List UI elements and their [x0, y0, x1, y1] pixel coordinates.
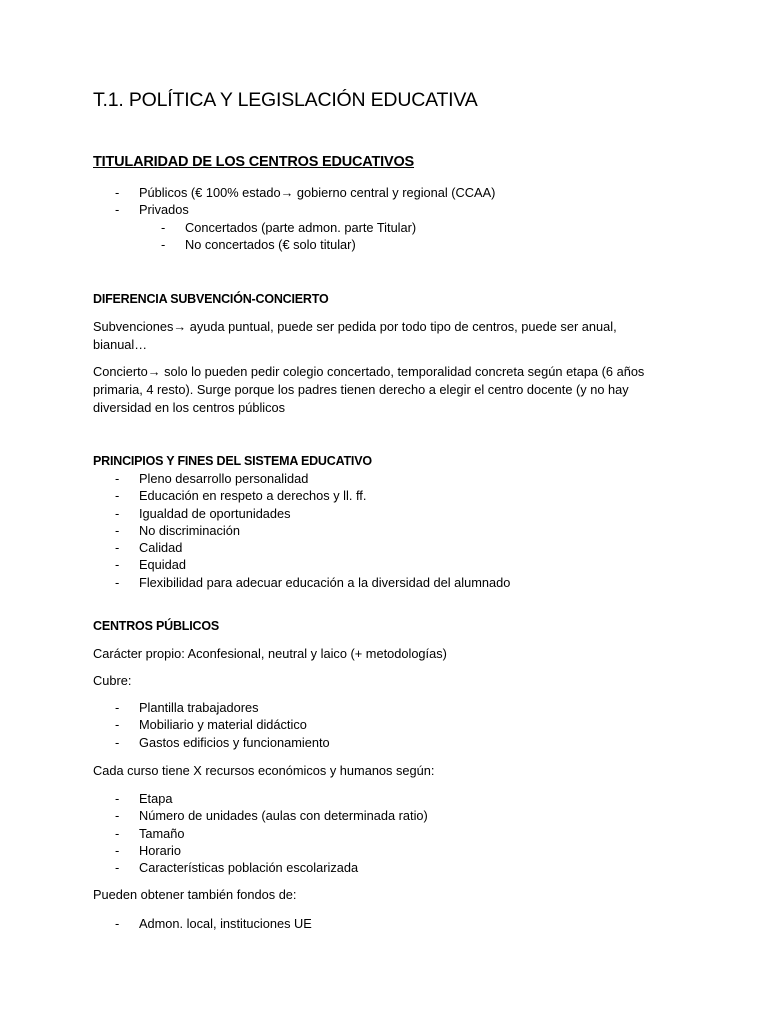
- list-item-text: Educación en respeto a derechos y ll. ff.: [139, 488, 367, 504]
- list-bullet: -: [115, 791, 120, 806]
- list-item-text: Públicos (€ 100% estado→ gobierno central y regional (CCAA): [139, 185, 496, 200]
- list-item-text: Número de unidades (aulas con determinada ratio): [139, 808, 428, 824]
- list-bullet: -: [115, 700, 120, 715]
- paragraph-line: Subvenciones→ ayuda puntual, puede ser pedida por todo tipo de centros, puede ser anual,: [93, 319, 617, 334]
- list-item-text: Igualdad de oportunidades: [139, 505, 291, 521]
- section-heading-diferencia: DIFERENCIA SUBVENCIÓN-CONCIERTO: [93, 292, 329, 306]
- page-title: T.1. POLÍTICA Y LEGISLACIÓN EDUCATIVA: [93, 89, 478, 111]
- paragraph-line: primaria, 4 resto). Surge porque los padres tienen derecho a elegir el centro docente (y no hay: [93, 382, 629, 397]
- list-bullet: -: [115, 734, 120, 750]
- list-bullet: -: [115, 202, 120, 218]
- paragraph-caracter: Carácter propio: Aconfesional, neutral y laico (+ metodologías): [93, 646, 447, 661]
- paragraph-concierto: [93, 363, 678, 417]
- list-item-text: No concertados (€ solo titular): [185, 237, 356, 253]
- list-item-text: Tamaño: [139, 825, 185, 841]
- section-heading-principios: PRINCIPIOS Y FINES DEL SISTEMA EDUCATIVO: [93, 454, 372, 468]
- list-item-text: Admon. local, instituciones UE: [139, 916, 312, 931]
- list-bullet: -: [115, 574, 120, 590]
- list-item-text: Pleno desarrollo personalidad: [139, 471, 309, 486]
- list-item-text: Horario: [139, 842, 181, 858]
- list-bullet: -: [115, 717, 120, 733]
- list-bullet: -: [115, 557, 120, 573]
- paragraph-line: bianual…: [93, 337, 148, 352]
- section-heading-titularidad: TITULARIDAD DE LOS CENTROS EDUCATIVOS: [93, 154, 415, 170]
- paragraph-fondos: Pueden obtener también fondos de:: [93, 887, 297, 902]
- paragraph-line: Concierto→ solo lo pueden pedir colegio concertado, temporalidad concreta según etapa (6 años: [93, 364, 645, 379]
- section-heading-centros-publicos: CENTROS PÚBLICOS: [93, 619, 219, 633]
- list-item-text: Equidad: [139, 557, 186, 573]
- list-bullet: -: [115, 488, 120, 504]
- paragraph-line: diversidad en los centros públicos: [93, 400, 286, 415]
- list-item-text: Características población escolarizada: [139, 860, 359, 876]
- paragraph-cubre: Cubre:: [93, 673, 132, 688]
- list-bullet: -: [115, 860, 120, 876]
- list-item-text: Etapa: [139, 791, 173, 806]
- list-item-text: Calidad: [139, 540, 183, 556]
- list-item-text: Gastos edificios y funcionamiento: [139, 734, 330, 750]
- list-item-text: Flexibilidad para adecuar educación a la diversidad del alumnado: [139, 574, 511, 590]
- list-bullet: -: [115, 185, 120, 200]
- paragraph-subvenciones: [93, 318, 678, 354]
- list-bullet: -: [115, 842, 120, 858]
- list-item-text: Plantilla trabajadores: [139, 700, 259, 715]
- list-bullet: -: [161, 237, 166, 253]
- list-bullet: -: [115, 916, 120, 931]
- list-bullet: -: [115, 505, 120, 521]
- paragraph-recursos: Cada curso tiene X recursos económicos y humanos según:: [93, 763, 435, 778]
- list-bullet: -: [115, 825, 120, 841]
- list-item-text: Privados: [139, 202, 189, 218]
- list-item-text: Mobiliario y material didáctico: [139, 717, 307, 733]
- list-bullet: -: [115, 808, 120, 824]
- list-item-text: No discriminación: [139, 522, 240, 538]
- list-bullet: -: [161, 220, 166, 235]
- list-item-text: Concertados (parte admon. parte Titular): [185, 220, 417, 235]
- list-bullet: -: [115, 471, 120, 486]
- list-bullet: -: [115, 540, 120, 556]
- list-bullet: -: [115, 522, 120, 538]
